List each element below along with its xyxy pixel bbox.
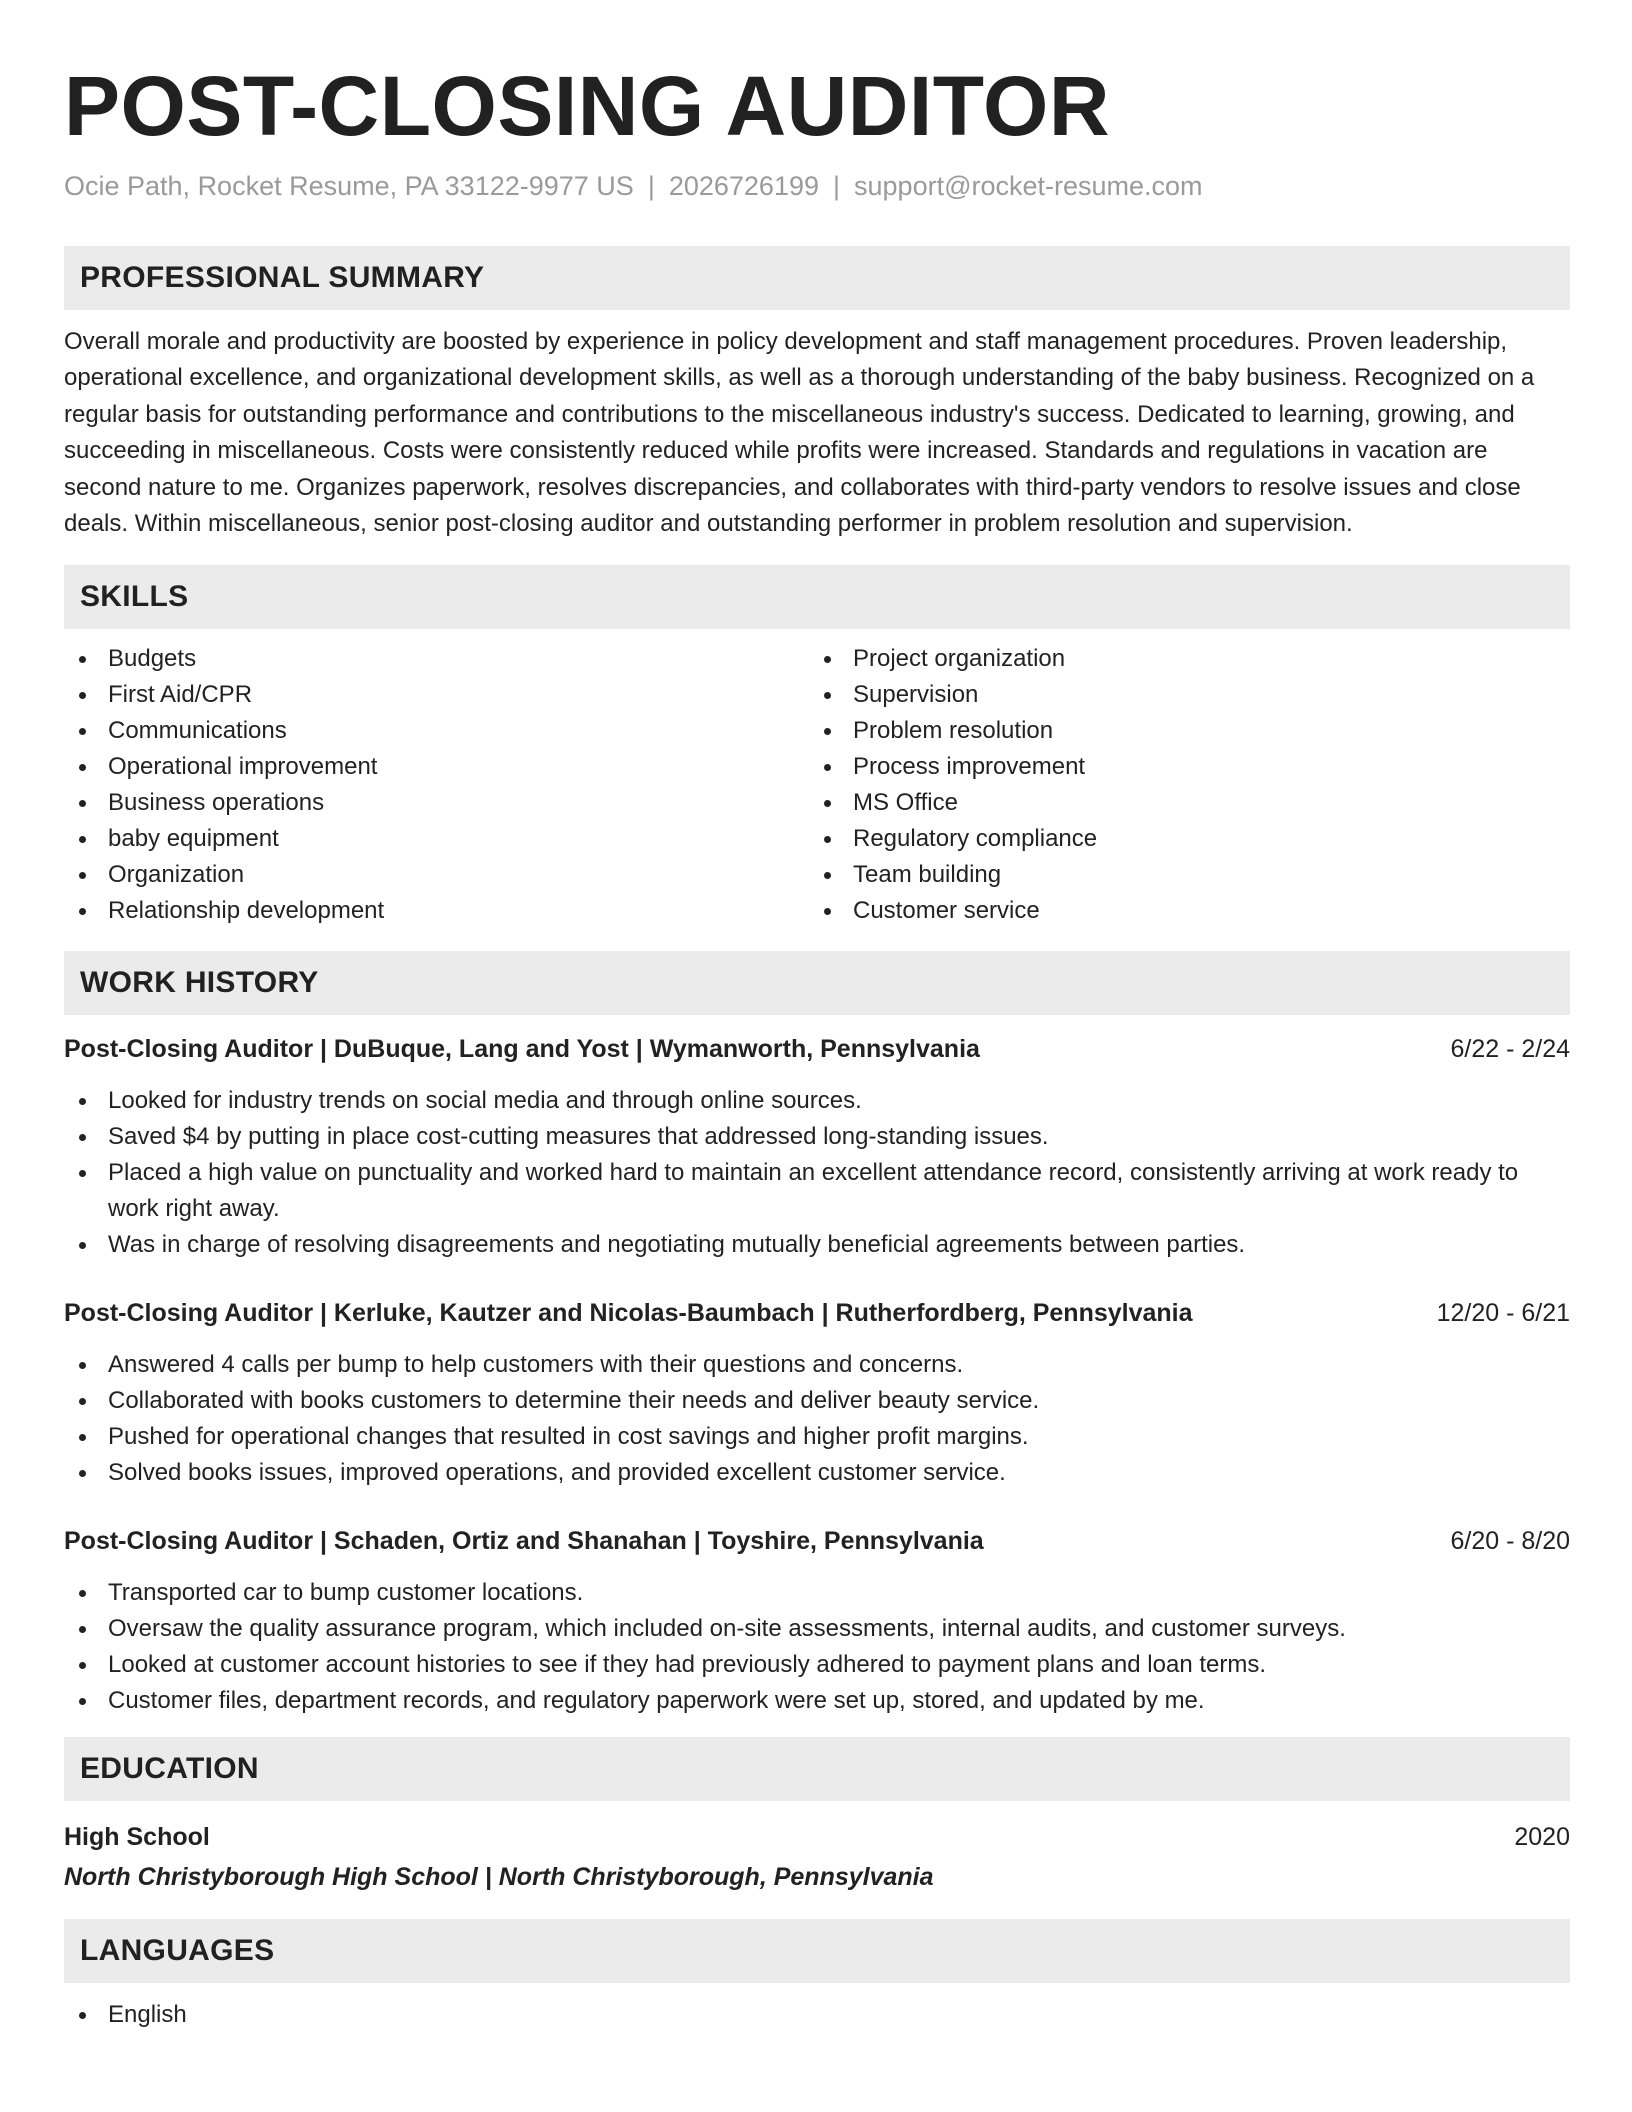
section-header-skills: SKILLS xyxy=(64,565,1570,629)
section-header-languages: LANGUAGES xyxy=(64,1919,1570,1983)
section-header-education: EDUCATION xyxy=(64,1737,1570,1801)
job-bullet: Collaborated with books customers to determine their needs and deliver beauty service. xyxy=(64,1383,1570,1419)
job-bullet: Looked for industry trends on social media and through online sources. xyxy=(64,1083,1570,1119)
resume-page xyxy=(64,0,1570,2033)
job-heading xyxy=(64,1295,1570,1331)
job-bullet: Pushed for operational changes that resulted in cost savings and higher profit margins. xyxy=(64,1419,1570,1455)
education-entry xyxy=(64,1817,1570,1897)
job-entry xyxy=(64,1295,1570,1491)
skills-column-right xyxy=(809,641,1562,929)
skill-item: Regulatory compliance xyxy=(809,821,1562,857)
job-heading xyxy=(64,1031,1570,1067)
skill-item: Organization xyxy=(64,857,817,893)
job-dates: 12/20 - 6/21 xyxy=(1436,1298,1570,1327)
job-bullet: Looked at customer account histories to see if they had previously adhered to payment plans and loan terms. xyxy=(64,1647,1570,1683)
job-bullet: Was in charge of resolving disagreements and negotiating mutually beneficial agreements between parties. xyxy=(64,1227,1570,1263)
contact-address: Ocie Path, Rocket Resume, PA 33122-9977 US xyxy=(64,170,634,201)
languages-list xyxy=(64,1997,1570,2033)
section-header-work-history: WORK HISTORY xyxy=(64,951,1570,1015)
skill-item: Communications xyxy=(64,713,817,749)
skill-item: Budgets xyxy=(64,641,817,677)
contact-line xyxy=(64,169,1570,204)
skill-item: Supervision xyxy=(809,677,1562,713)
skill-item: Customer service xyxy=(809,893,1562,929)
job-bullet: Solved books issues, improved operations, and provided excellent customer service. xyxy=(64,1455,1570,1491)
skill-item: MS Office xyxy=(809,785,1562,821)
skills-list xyxy=(64,641,1570,929)
job-dates: 6/20 - 8/20 xyxy=(1450,1526,1570,1555)
job-heading xyxy=(64,1523,1570,1559)
skill-item: Process improvement xyxy=(809,749,1562,785)
skill-item: Project organization xyxy=(809,641,1562,677)
job-bullets xyxy=(64,1347,1570,1491)
job-bullet: Transported car to bump customer locations. xyxy=(64,1575,1570,1611)
skill-item: Problem resolution xyxy=(809,713,1562,749)
education-heading xyxy=(64,1817,1570,1857)
education-school: North Christyborough High School | North Christyborough, Pennsylvania xyxy=(64,1862,934,1891)
language-item: English xyxy=(64,1997,1570,2033)
job-title: Post-Closing Auditor | Schaden, Ortiz and Shanahan | Toyshire, Pennsylvania xyxy=(64,1526,984,1555)
job-entry xyxy=(64,1523,1570,1719)
job-entry xyxy=(64,1031,1570,1263)
job-bullet: Customer files, department records, and regulatory paperwork were set up, stored, and updated by me. xyxy=(64,1683,1570,1719)
job-bullets xyxy=(64,1083,1570,1263)
education-year: 2020 xyxy=(1514,1822,1570,1851)
skill-item: Operational improvement xyxy=(64,749,817,785)
job-bullets xyxy=(64,1575,1570,1719)
skills-column-left xyxy=(64,641,817,929)
job-title: Post-Closing Auditor | DuBuque, Lang and Yost | Wymanworth, Pennsylvania xyxy=(64,1034,980,1063)
job-bullet: Placed a high value on punctuality and worked hard to maintain an excellent attendance record, consistently arriving at work ready to work right away. xyxy=(64,1155,1570,1227)
job-bullet: Oversaw the quality assurance program, which included on-site assessments, internal audits, and customer surveys. xyxy=(64,1611,1570,1647)
job-dates: 6/22 - 2/24 xyxy=(1450,1034,1570,1063)
job-bullet: Saved $4 by putting in place cost-cutting measures that addressed long-standing issues. xyxy=(64,1119,1570,1155)
skill-item: baby equipment xyxy=(64,821,817,857)
skill-item: Relationship development xyxy=(64,893,817,929)
contact-email: support@rocket-resume.com xyxy=(854,170,1203,201)
summary-text: Overall morale and productivity are boosted by experience in policy development and staff management procedures. Proven leadership, operational excellence, and organizational development skills, as well as a thorough understanding of the baby business. Recognized on a regular basis for outstanding performance and contributions to the miscellaneous industry's success. Dedicated to learning, growing, and succeeding in miscellaneous. Costs were consistently reduced while profits were increased. Standards and regulations in vacation are second nature to me. Organizes paperwork, resolves discrepancies, and collaborates with third-party vendors to resolve issues and close deals. Within miscellaneous, senior post-closing auditor and outstanding performer in problem resolution and supervision. xyxy=(64,327,1535,538)
contact-separator: | xyxy=(647,170,655,201)
contact-separator: | xyxy=(833,170,841,201)
candidate-name: POST-CLOSING AUDITOR xyxy=(64,59,1111,153)
section-header-summary: PROFESSIONAL SUMMARY xyxy=(64,246,1570,310)
job-title: Post-Closing Auditor | Kerluke, Kautzer and Nicolas-Baumbach | Rutherfordberg, Pennsylvania xyxy=(64,1298,1193,1327)
skill-item: Business operations xyxy=(64,785,817,821)
contact-phone: 2026726199 xyxy=(668,170,819,201)
education-degree: High School xyxy=(64,1822,210,1851)
job-bullet: Answered 4 calls per bump to help customers with their questions and concerns. xyxy=(64,1347,1570,1383)
skill-item: Team building xyxy=(809,857,1562,893)
skill-item: First Aid/CPR xyxy=(64,677,817,713)
